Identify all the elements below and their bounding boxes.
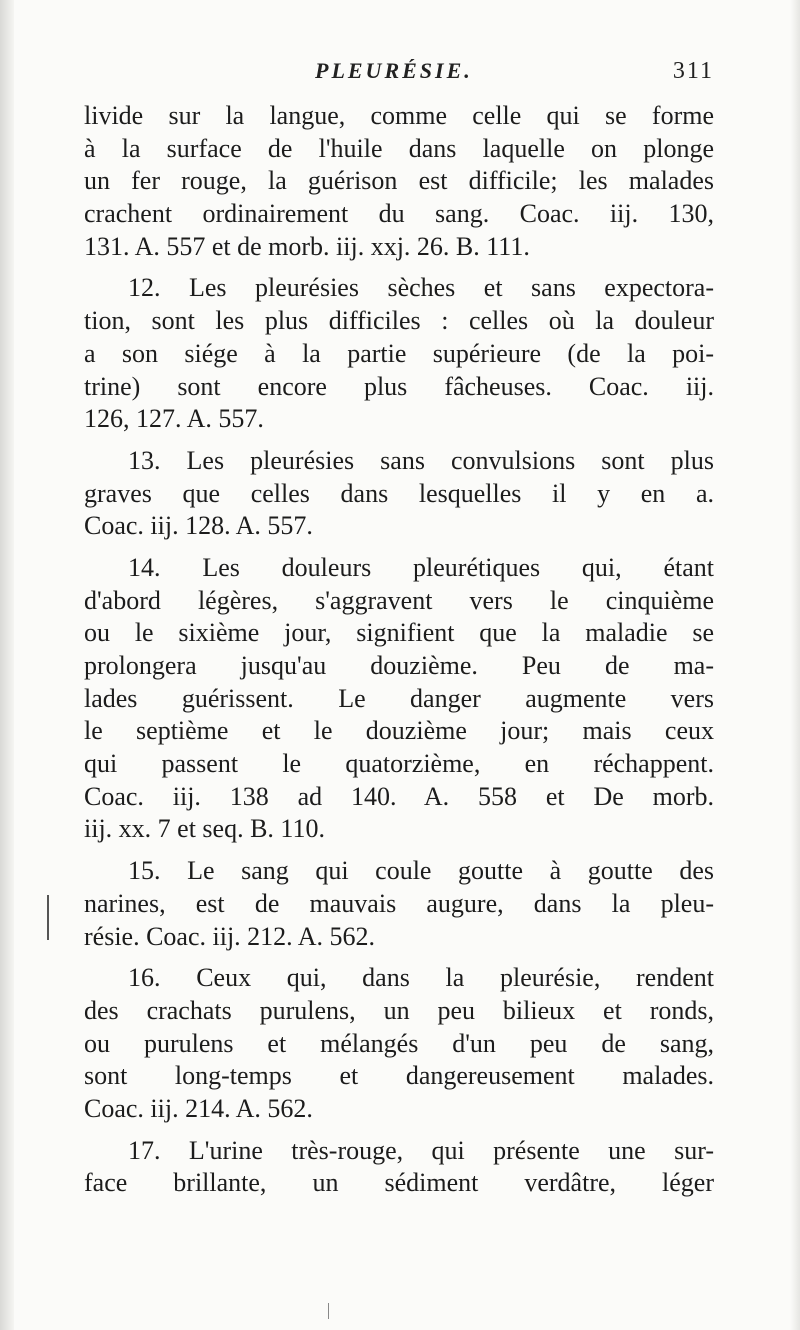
text-line: à la surface de l'huile dans laquelle on plonge (84, 133, 714, 163)
paragraph-gap (84, 436, 714, 445)
text-line: 131. A. 557 et de morb. iij. xxj. 26. B. 111. (84, 231, 530, 261)
page-binding-shadow (0, 0, 14, 1330)
paragraph-gap (84, 263, 714, 272)
text-line: a son siége à la partie supérieure (de la poi- (84, 338, 714, 368)
text-line: Coac. iij. 128. A. 557. (84, 511, 313, 541)
running-head: PLEURÉSIE. (315, 58, 473, 83)
text-line: ou le sixième jour, signifient que la maladie se (84, 618, 714, 648)
text-line: un fer rouge, la guérison est difficile; les malades (84, 166, 714, 196)
text-line: face brillante, un sédiment verdâtre, léger (84, 1168, 714, 1198)
text-line: livide sur la langue, comme celle qui se forme (84, 101, 714, 130)
text-line: 13. Les pleurésies sans convulsions sont plus (128, 445, 714, 475)
text-line: graves que celles dans lesquelles il y en a. (84, 478, 714, 508)
text-line: Coac. iij. 138 ad 140. A. 558 et De morb. (84, 781, 714, 811)
text-line: 126, 127. A. 557. (84, 404, 264, 434)
margin-mark (47, 895, 49, 940)
text-line: 14. Les douleurs pleurétiques qui, étant (128, 552, 714, 582)
text-line: trine) sont encore plus fâcheuses. Coac. iij. (84, 371, 714, 401)
text-line: sont long-temps et dangereusement malades. (84, 1061, 714, 1091)
text-line: qui passent le quatorzième, en réchappent. (84, 749, 714, 779)
text-line: iij. xx. 7 et seq. B. 110. (84, 814, 325, 844)
text-line: 15. Le sang qui coule goutte à goutte des (128, 856, 714, 886)
text-line: prolongera jusqu'au douzième. Peu de ma- (84, 651, 714, 680)
text-line: Coac. iij. 214. A. 562. (84, 1093, 313, 1123)
text-line: résie. Coac. iij. 212. A. 562. (84, 921, 376, 951)
body-text (84, 100, 714, 1200)
paragraph-gap (84, 953, 714, 962)
page-header (90, 58, 714, 94)
text-line: 16. Ceux qui, dans la pleurésie, rendent (128, 963, 714, 993)
text-line: tion, sont les plus difficiles : celles où la douleur (84, 306, 714, 336)
text-line: ou purulens et mélangés d'un peu de sang, (84, 1028, 714, 1058)
text-line: 17. L'urine très-rouge, qui présente une sur- (128, 1135, 714, 1165)
page-number: 311 (672, 58, 714, 84)
page-edge-shadow (790, 0, 800, 1330)
paragraph-gap (84, 846, 714, 855)
text-line: 12. Les pleurésies sèches et sans expectora- (128, 273, 714, 303)
text-line: crachent ordinairement du sang. Coac. iij. 130, (84, 199, 714, 229)
text-line: d'abord légères, s'aggravent vers le cinquième (84, 585, 714, 615)
bottom-mark (328, 1303, 329, 1319)
text-line: lades guérissent. Le danger augmente vers (84, 683, 714, 713)
text-line: des crachats purulens, un peu bilieux et ronds, (84, 995, 714, 1025)
text-line: narines, est de mauvais augure, dans la pleu- (84, 888, 714, 918)
paragraph-gap (84, 543, 714, 552)
paragraph-gap (84, 1126, 714, 1135)
text-line: le septième et le douzième jour; mais ceux (84, 716, 714, 746)
